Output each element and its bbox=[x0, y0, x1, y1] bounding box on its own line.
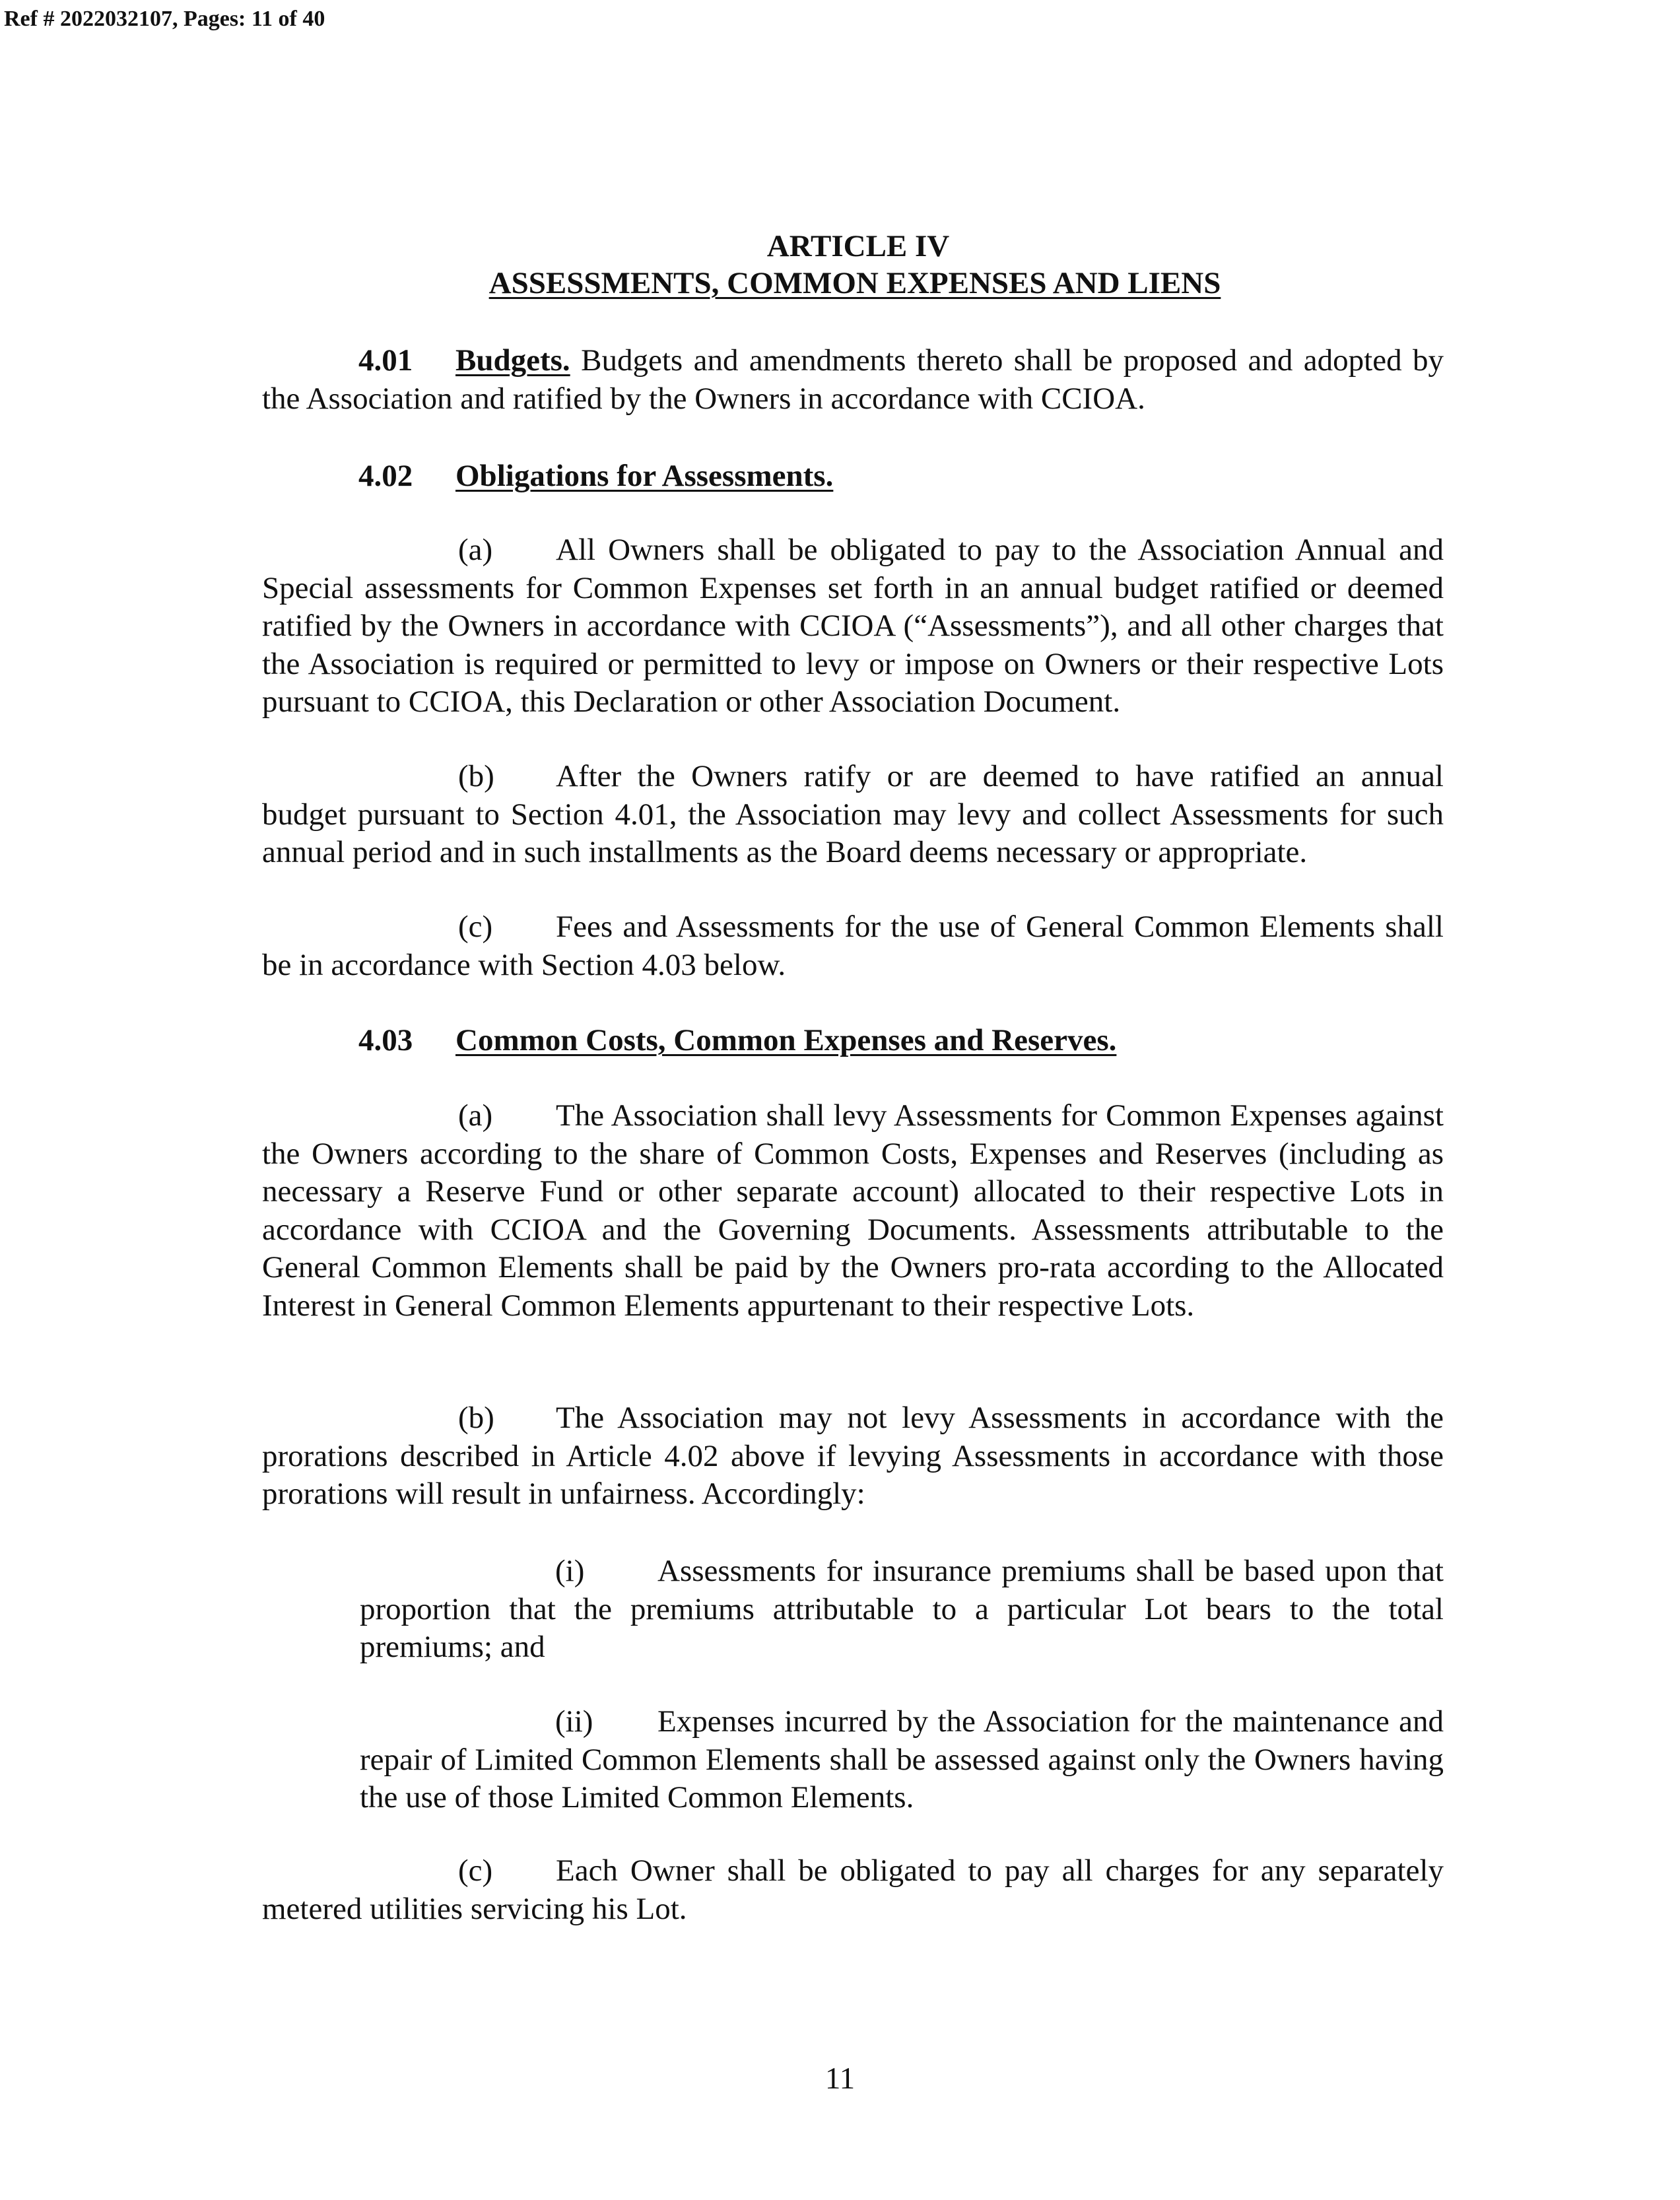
page-number: 11 bbox=[824, 2061, 856, 2096]
subsection-text: The Association may not levy Assessments in accordance with the prorations described in Article 4.02 above if levying Assessments in accordance with those prorations will result in unfairness. Accordingly: bbox=[262, 1401, 1444, 1511]
subsection-label: (b) bbox=[458, 1401, 494, 1435]
section-4-03-heading bbox=[262, 1022, 1444, 1060]
subsection-label: (c) bbox=[458, 910, 493, 944]
item-label: (i) bbox=[555, 1554, 585, 1588]
section-number: 4.01 bbox=[358, 343, 413, 378]
subsection-text: All Owners shall be obligated to pay to the Association Annual and Special assessments for Common Expenses set forth in an annual budget ratified or deemed ratified by the Owners in accordance with CCIOA (“Assessments”), and all other charges that the Association is required or permitted to levy or impose on Owners or their respective Lots pursuant to CCIOA, this Declaration or other Association Document. bbox=[262, 533, 1444, 719]
section-4-02-heading bbox=[262, 457, 1444, 496]
subsection-label: (a) bbox=[458, 533, 493, 567]
section-title: Budgets. bbox=[455, 343, 570, 378]
section-number: 4.02 bbox=[358, 459, 413, 493]
section-number: 4.03 bbox=[358, 1023, 413, 1057]
section-4-02-b bbox=[262, 758, 1444, 872]
subsection-label: (a) bbox=[458, 1098, 493, 1133]
subsection-text: Each Owner shall be obligated to pay all charges for any separately metered utilities servicing his Lot. bbox=[262, 1853, 1444, 1926]
subsection-label: (c) bbox=[458, 1853, 493, 1888]
section-text: Budgets and amendments thereto shall be proposed and adopted by the Association and ratified by the Owners in accordance with CCIOA. bbox=[262, 343, 1444, 416]
section-4-02-c bbox=[262, 908, 1444, 984]
section-4-03-b-ii bbox=[360, 1703, 1444, 1817]
item-label: (ii) bbox=[555, 1704, 593, 1739]
subsection-text: Fees and Assessments for the use of General Common Elements shall be in accordance with Section 4.03 below. bbox=[262, 910, 1444, 982]
subsection-label: (b) bbox=[458, 759, 494, 793]
item-text: Expenses incurred by the Association for the maintenance and repair of Limited Common Elements shall be assessed against only the Owners having the use of those Limited Common Elements. bbox=[360, 1704, 1444, 1815]
section-title: Obligations for Assessments. bbox=[455, 459, 834, 493]
section-title: Common Costs, Common Expenses and Reserves. bbox=[455, 1023, 1117, 1057]
section-4-03-c bbox=[262, 1852, 1444, 1928]
section-4-01 bbox=[262, 342, 1444, 418]
subsection-text: The Association shall levy Assessments for Common Expenses against the Owners according to the share of Common Costs, Expenses and Reserves (including as necessary a Reserve Fund or other separate account) allocated to their respective Lots in accordance with CCIOA and the Governing Documents. Assessments attributable to the General Common Elements shall be paid by the Owners pro-rata according to the Allocated Interest in General Common Elements appurtenant to their respective Lots. bbox=[262, 1098, 1444, 1323]
section-4-03-b bbox=[262, 1399, 1444, 1514]
article-subtitle: ASSESSMENTS, COMMON EXPENSES AND LIENS bbox=[488, 266, 1221, 300]
reference-header: Ref # 2022032107, Pages: 11 of 40 bbox=[4, 7, 325, 31]
subsection-text: After the Owners ratify or are deemed to have ratified an annual budget pursuant to Section 4.01, the Association may levy and collect Assessments for such annual period and in such installments as the Board deems necessary or appropriate. bbox=[262, 759, 1444, 869]
item-text: Assessments for insurance premiums shall be based upon that proportion that the premiums attributable to a particular Lot bears to the total premiums; and bbox=[360, 1554, 1444, 1664]
article-title: ARTICLE IV bbox=[766, 229, 950, 263]
section-4-03-b-i bbox=[360, 1552, 1444, 1667]
section-4-02-a bbox=[262, 531, 1444, 721]
section-4-03-a bbox=[262, 1097, 1444, 1325]
